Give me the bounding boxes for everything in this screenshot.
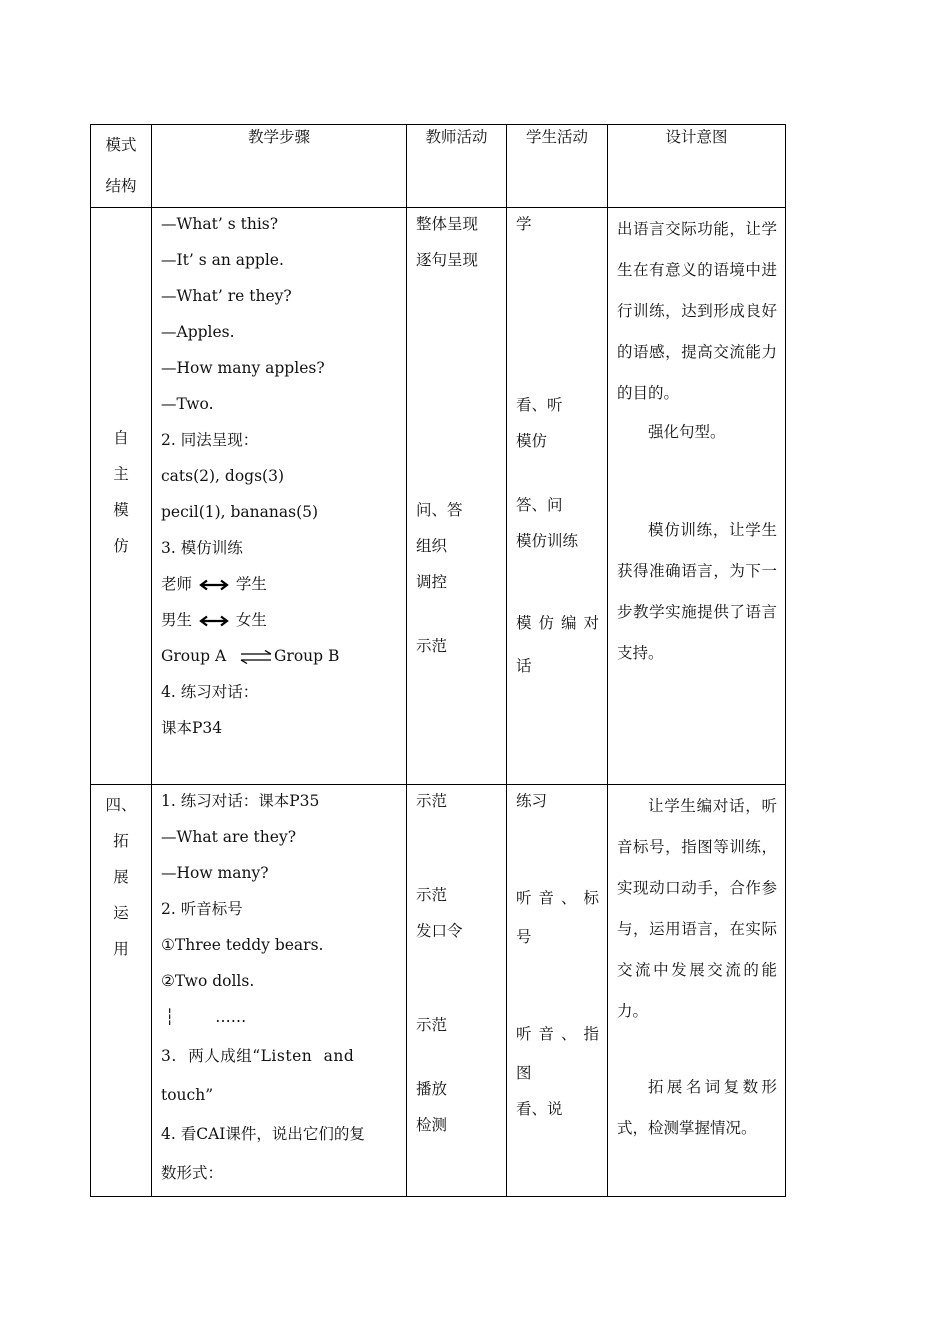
student-activity: 号	[516, 928, 532, 946]
student-activity-cell	[507, 208, 608, 785]
table-row	[91, 208, 786, 785]
mode-char: 用	[113, 940, 129, 958]
mode-char: 仿	[113, 537, 129, 555]
steps-cell	[152, 785, 407, 1197]
step-detail: touch”	[161, 1086, 214, 1104]
header-mode-line2: 结构	[105, 177, 137, 195]
step-detail: pecil(1), bananas(5)	[161, 503, 319, 521]
teacher-activity: 整体呈现	[416, 215, 479, 233]
teacher-activity: 调控	[416, 573, 448, 591]
header-teacher-activity: 教师活动	[407, 125, 507, 208]
student-activity: 看、听	[516, 396, 563, 414]
teacher-activity: 示范	[416, 637, 448, 655]
dotted-bar: ┆	[165, 1008, 175, 1026]
step-heading: 3. 两人成组“Listen and	[161, 1047, 355, 1065]
pair-teacher-student	[161, 571, 398, 607]
pair-right: 学生	[235, 575, 267, 593]
student-activity: 模仿	[516, 432, 548, 450]
design-intent-cell	[608, 208, 786, 785]
student-activity: 模仿训练	[516, 532, 579, 550]
student-activity: 模仿编对	[516, 614, 607, 632]
teacher-activity: 示范	[416, 886, 448, 904]
student-activity: 练习	[516, 792, 548, 810]
intent-paragraph: 让学生编对话，听音标号，指图等训练，实现动口动手，合作参与，运用语言，在实际交流中发展交流的能力。	[617, 797, 777, 1020]
header-row	[91, 125, 786, 208]
double-arrow-icon	[199, 615, 229, 627]
step-heading: 2. 同法呈现：	[161, 431, 259, 449]
teacher-activity: 逐句呈现	[416, 251, 479, 269]
table-row	[91, 785, 786, 1197]
mode-cell-extension-use	[91, 785, 152, 1197]
intent-paragraph: 强化句型。	[648, 423, 726, 441]
student-activity: 看、说	[516, 1100, 563, 1118]
mode-char: 自	[113, 429, 129, 447]
step-heading: 4. 练习对话：	[161, 683, 259, 701]
dialogue-line: —What are they?	[161, 828, 297, 846]
teacher-activity: 播放	[416, 1080, 448, 1098]
step-detail: 课本P34	[161, 719, 223, 737]
step-detail: ①Three teddy bears.	[161, 936, 324, 954]
pair-left: Group A	[161, 647, 227, 665]
mode-char: 运	[113, 904, 129, 922]
dialogue-line: —It’ s an apple.	[161, 251, 284, 269]
intent-paragraph: 出语言交际功能，让学生在有意义的语境中进行训练，达到形成良好的语感，提高交流能力的目的。	[617, 220, 777, 402]
teacher-activity: 组织	[416, 537, 448, 555]
step-detail-continued	[161, 1004, 398, 1040]
student-activity: 答、问	[516, 496, 563, 514]
dialogue-line: —How many?	[161, 864, 269, 882]
header-design-intent: 设计意图	[608, 125, 786, 208]
teacher-activity: 示范	[416, 792, 448, 810]
dialogue-line: —Two.	[161, 395, 214, 413]
step-detail: ②Two dolls.	[161, 972, 255, 990]
lesson-plan-table	[90, 124, 786, 1197]
dialogue-line: —How many apples?	[161, 359, 325, 377]
student-activity-cell	[507, 785, 608, 1197]
pair-left: 男生	[161, 611, 193, 629]
student-activity: 话	[516, 657, 532, 675]
header-steps: 教学步骤	[152, 125, 407, 208]
pair-right: Group B	[274, 647, 340, 665]
header-mode-line1: 模式	[105, 136, 137, 154]
dialogue-line: —Apples.	[161, 323, 235, 341]
teacher-activity: 检测	[416, 1116, 448, 1134]
double-arrow-icon	[199, 579, 229, 591]
mode-char: 四、	[105, 796, 137, 814]
student-activity: 图	[516, 1064, 532, 1082]
mode-char: 拓	[113, 832, 129, 850]
pair-group-a-b	[161, 643, 398, 679]
student-activity: 听音、指	[516, 1025, 607, 1043]
teacher-activity: 发口令	[416, 922, 463, 940]
step-detail: cats(2), dogs(3)	[161, 467, 285, 485]
dialogue-line: —What’ re they?	[161, 287, 292, 305]
steps-cell	[152, 208, 407, 785]
dialogue-line: —What’ s this?	[161, 215, 279, 233]
pair-boys-girls	[161, 607, 398, 643]
teacher-activity-cell	[407, 785, 507, 1197]
exchange-arrows-icon	[239, 650, 273, 664]
intent-paragraph: 模仿训练，让学生获得准确语言，为下一步教学实施提供了语言支持。	[617, 521, 777, 662]
step-heading: 1. 练习对话：课本P35	[161, 792, 320, 810]
step-detail: 数形式：	[161, 1164, 224, 1182]
header-student-activity: 学生活动	[507, 125, 608, 208]
mode-char: 模	[113, 501, 129, 519]
step-heading: 3. 模仿训练	[161, 539, 243, 557]
student-activity: 学	[516, 215, 532, 233]
mode-char: 展	[113, 868, 129, 886]
mode-char: 主	[113, 465, 129, 483]
design-intent-cell	[608, 785, 786, 1197]
pair-left: 老师	[161, 575, 193, 593]
teacher-activity: 问、答	[416, 501, 463, 519]
teacher-activity: 示范	[416, 1016, 448, 1034]
teacher-activity-cell	[407, 208, 507, 785]
step-heading: 4. 看CAI课件，说出它们的复	[161, 1125, 365, 1143]
pair-right: 女生	[235, 611, 267, 629]
student-activity: 听音、标	[516, 889, 607, 907]
step-heading: 2. 听音标号	[161, 900, 243, 918]
header-mode-structure	[91, 125, 152, 208]
intent-paragraph: 拓展名词复数形式，检测掌握情况。	[617, 1078, 777, 1137]
ellipsis: ……	[215, 1008, 247, 1026]
mode-cell-self-imitation	[91, 208, 152, 785]
